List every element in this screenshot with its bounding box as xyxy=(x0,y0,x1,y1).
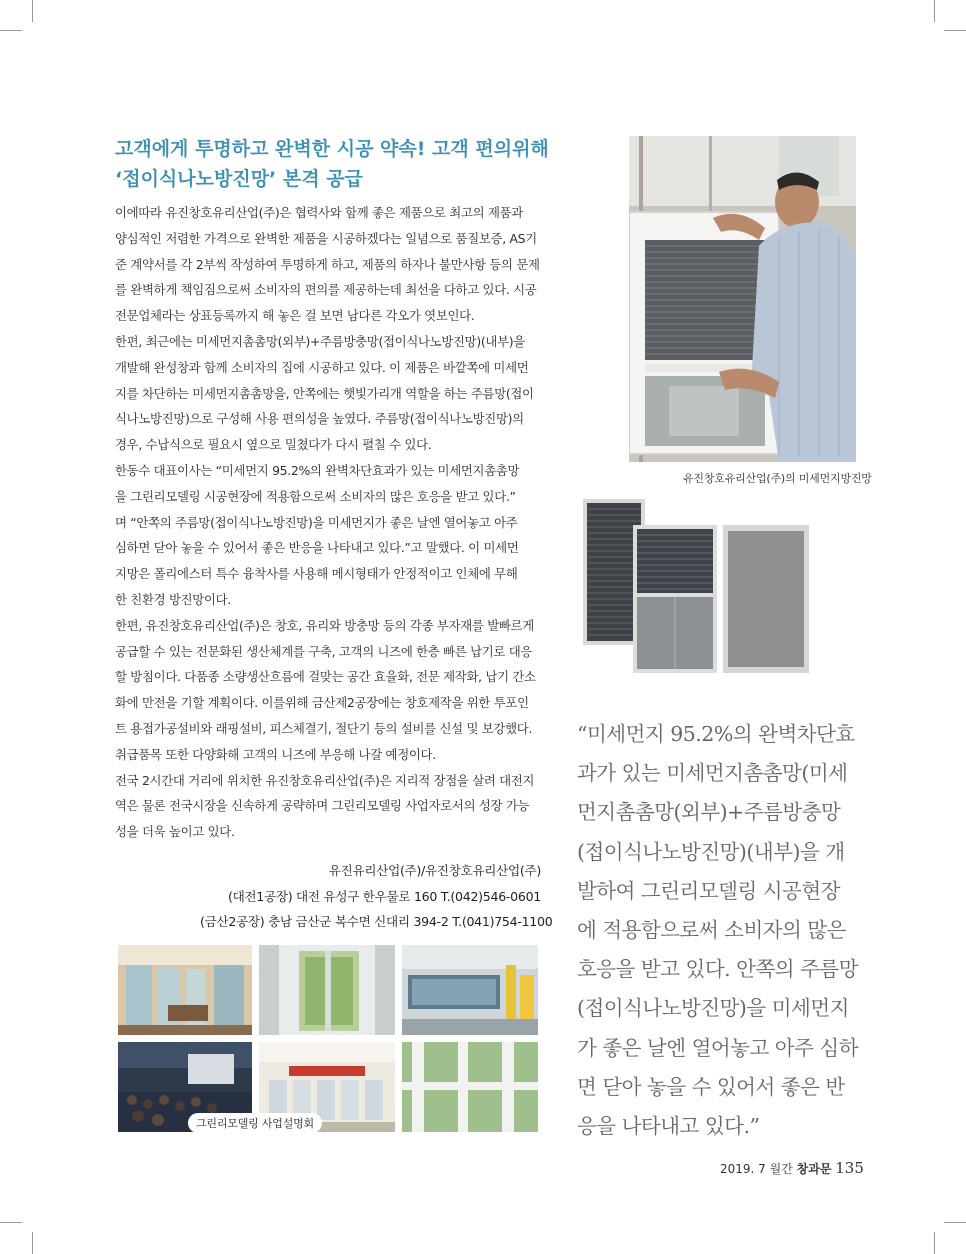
quote-line: 호응을 받고 있다. 안쪽의 주름망 xyxy=(577,957,859,982)
window-green-illustration xyxy=(259,945,395,1035)
body-line: 식나노방진망)으로 구성해 사용 편의성을 높였다. 주름망(접이식나노방진망)의 xyxy=(115,411,524,427)
body-line: 며 “안쪽의 주름망(접이식나노방진망)을 미세먼지가 좋은 날엔 열어놓고 아주 xyxy=(115,514,518,530)
grid-photo-window-green xyxy=(259,945,395,1035)
page-footer xyxy=(720,1159,864,1177)
crop-mark xyxy=(934,1232,935,1254)
pull-quote xyxy=(577,715,877,1146)
body-line: 역은 물론 전국시장을 신속하게 공략하며 그린리모델링 사업자로서의 성장 가능 xyxy=(115,798,530,814)
issue-date: 2019. 7 xyxy=(720,1162,766,1176)
crop-mark xyxy=(944,30,966,31)
factory-2-address: (금산2공장) 충남 금산군 복수면 신대리 394-2 T.(041)754-1100 xyxy=(200,914,553,929)
magazine-name: 창과문 xyxy=(796,1162,832,1176)
body-line: 한 친환경 방진망이다. xyxy=(115,591,231,607)
crop-mark xyxy=(0,30,22,31)
company-name: 유진유리산업(주)/유진창호유리산업(주) xyxy=(328,863,541,878)
body-line: 을 그린리모델링 시공현장에 적용함으로써 소비자의 많은 호응을 받고 있다.” xyxy=(115,488,516,504)
page-number: 135 xyxy=(835,1159,864,1177)
body-line: 전국 2시간대 거리에 위치한 유진창호유리산업(주)은 지리적 장점을 살려 대전지 xyxy=(115,772,535,788)
body-line: 이에따라 유진창호유리산업(주)은 협력사와 함께 좋은 제품으로 최고의 제품과 xyxy=(115,205,523,220)
article-heading xyxy=(115,134,549,194)
product-photo-installation xyxy=(629,136,856,462)
quote-line: (접이식나노방진망)(내부)을 개 xyxy=(577,839,845,864)
quote-line: 에 적용함으로써 소비자의 많은 xyxy=(577,918,846,943)
quote-line: 과가 있는 미세먼지촘촘망(미세 xyxy=(577,761,848,786)
grid-photo-window-frame xyxy=(402,1042,538,1132)
product-photo-screens xyxy=(580,495,810,677)
body-line: 트 용접가공설비와 래핑설비, 피스체결기, 절단기 등의 설비를 신설 및 보강했다. xyxy=(115,720,533,736)
company-address-block xyxy=(200,858,553,935)
body-line: 한편, 최근에는 미세먼지촘촘망(외부)+주름방충망(접이식나노방진망)(내부)을 xyxy=(115,333,525,349)
body-line: 한동수 대표이사는 “미세먼지 95.2%의 완벽차단효과가 있는 미세먼지촘촘망 xyxy=(115,462,520,478)
body-line: 성을 더욱 높이고 있다. xyxy=(115,824,235,840)
heading-line-2: ‘접이식나노방진망’ 본격 공급 xyxy=(115,168,363,190)
installation-illustration xyxy=(629,136,856,462)
screens-illustration xyxy=(580,495,810,677)
body-line: 경우, 수납식으로 필요시 옆으로 밀쳤다가 다시 펼칠 수 있다. xyxy=(115,437,432,453)
crop-mark xyxy=(0,1222,22,1223)
body-line: 개발해 완성창과 함께 소비자의 집에 시공하고 있다. 이 제품은 바깥쪽에 미세먼 xyxy=(115,359,529,375)
article-body xyxy=(115,200,541,845)
body-line: 할 방침이다. 다품종 소량생산흐름에 걸맞는 공간 효율화, 전문 제작화, 납기 간소 xyxy=(115,669,536,685)
showroom-illustration xyxy=(118,945,252,1035)
grid-photo-showroom xyxy=(118,945,252,1035)
body-line: 준 계약서를 각 2부씩 작성하여 투명하게 하고, 제품의 하자나 불만사항 등의 문제 xyxy=(115,256,540,272)
crop-mark xyxy=(944,1222,966,1223)
grid-photo-factory xyxy=(402,945,538,1035)
quote-line: 가 좋은 날엔 열어놓고 아주 심하 xyxy=(577,1035,859,1060)
body-line: 양심적인 저렴한 가격으로 완벽한 제품을 시공하겠다는 일념으로 품질보증, AS기 xyxy=(115,230,537,246)
photo-grid-label: 그린리모델링 사업설명회 xyxy=(188,1113,322,1133)
quote-line: 면 닫아 놓을 수 있어서 좋은 반 xyxy=(577,1074,845,1099)
quote-line: (접이식나노방진망)을 미세먼지 xyxy=(577,996,849,1021)
body-line: 한편, 유진창호유리산업(주)은 창호, 유리와 방충망 등의 각종 부자재를 발빠르게 xyxy=(115,617,534,633)
body-line: 를 완벽하게 책임짐으로써 소비자의 편의를 제공하는데 최선을 다하고 있다. 시공 xyxy=(115,282,537,298)
body-line: 심하면 닫아 놓을 수 있어서 좋은 반응을 나타내고 있다.”고 말했다. 이 미세먼 xyxy=(115,540,519,556)
body-line: 지를 차단하는 미세먼지촘촘망을, 안쪽에는 햇빛가리개 역할을 하는 주름망(접이 xyxy=(115,385,534,401)
body-line: 취급품목 또한 다양화해 고객의 니즈에 부응해 나갈 예정이다. xyxy=(115,746,436,762)
body-line: 지망은 폴리에스터 특수 융착사를 사용해 메시형태가 안정적이고 인체에 무해 xyxy=(115,566,518,582)
crop-mark xyxy=(934,0,935,22)
quote-line: 먼지촘촘망(외부)+주름방충망 xyxy=(577,800,841,825)
window-frame-illustration xyxy=(402,1042,538,1132)
heading-line-1: 고객에게 투명하고 완벽한 시공 약속! 고객 편의위해 xyxy=(115,138,549,160)
crop-mark xyxy=(32,1232,33,1254)
factory-illustration xyxy=(402,945,538,1035)
body-line: 전문업체라는 상표등록까지 해 놓은 걸 보면 남다른 각오가 엿보인다. xyxy=(115,308,475,324)
crop-mark xyxy=(32,0,33,22)
quote-line: “미세먼지 95.2%의 완벽차단효 xyxy=(577,722,855,746)
body-line: 공급할 수 있는 전문화된 생산체계를 구축, 고객의 니즈에 한층 빠른 납기로 대응 xyxy=(115,643,533,659)
quote-line: 응을 나타내고 있다.” xyxy=(577,1114,760,1139)
body-line: 화에 만전을 기할 계획이다. 이를위해 금산제2공장에는 창호제작을 위한 투포인 xyxy=(115,695,529,711)
factory-1-address: (대전1공장) 대전 유성구 한우물로 160 T.(042)546-0601 xyxy=(227,888,541,904)
photo-caption: 유진창호유리산업(주)의 미세먼지방진망 xyxy=(683,472,872,485)
magazine-prefix: 월간 xyxy=(769,1162,793,1176)
quote-line: 발하여 그린리모델링 시공현장 xyxy=(577,878,840,903)
